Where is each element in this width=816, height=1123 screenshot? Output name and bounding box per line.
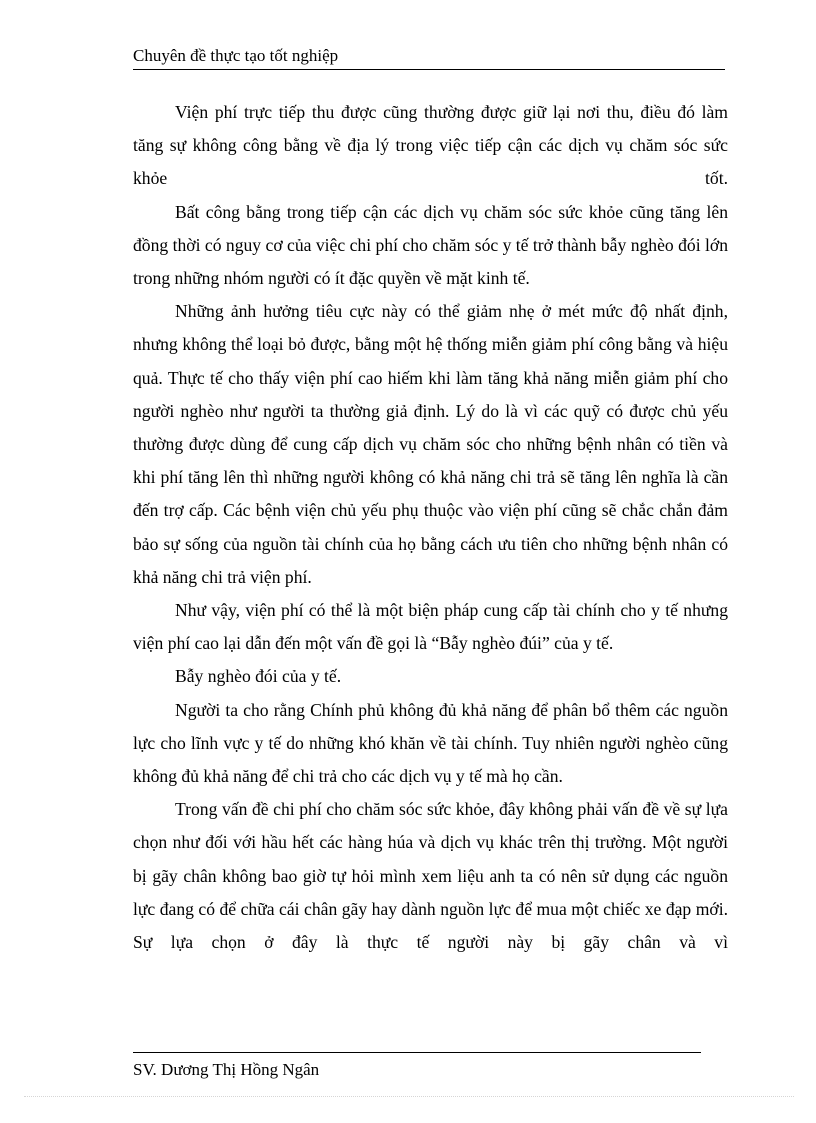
document-body	[133, 96, 728, 959]
footer-rule	[133, 1052, 701, 1053]
page-edge-dotted-line	[24, 1096, 794, 1097]
paragraph: Bất công bằng trong tiếp cận các dịch vụ chăm sóc sức khỏe cũng tăng lên đồng thời có nguy cơ của việc chi phí cho chăm sóc y tế trở thành bẫy nghèo đói lớn trong những nhóm người có ít đặc quyền về mặt kinh tế.	[133, 201, 728, 289]
section-heading: Bẫy nghèo đói của y tế.	[175, 666, 342, 687]
paragraph: Viện phí trực tiếp thu được cũng thường được giữ lại nơi thu, điều đó làm tăng sự không công bằng về địa lý trong việc tiếp cận các dịch vụ chăm sóc sức khỏe tốt.	[133, 102, 728, 189]
page-header	[133, 44, 725, 68]
paragraph: Trong vấn đề chi phí cho chăm sóc sức khỏe, đây không phải vấn đề về sự lựa chọn như đối với hầu hết các hàng húa và dịch vụ khác trên thị trường. Một người bị gãy chân không bao giờ tự hỏi mình xem liệu anh ta có nên sử dụng các nguồn lực đang có để chữa cái chân gãy hay dành nguồn lực để mua một chiếc xe đạp mới. Sự lựa chọn ở đây là thực tế người này bị gãy chân và vì	[133, 799, 728, 953]
footer-author: SV. Dương Thị Hồng Ngân	[133, 1060, 320, 1079]
paragraph: Người ta cho rằng Chính phủ không đủ khả năng để phân bổ thêm các nguồn lực cho lĩnh vực y tế do những khó khăn về tài chính. Tuy nhiên người nghèo cũng không đủ khả năng để chi trả cho các dịch vụ y tế mà họ cần.	[133, 699, 728, 787]
header-title: Chuyên đề thực tạo tốt nghiệp	[133, 46, 339, 65]
header-rule	[133, 69, 725, 70]
paragraph: Những ảnh hưởng tiêu cực này có thể giảm nhẹ ở mét mức độ nhất định, nhưng không thể loại bỏ được, bằng một hệ thống miễn giảm phí công bằng và hiệu quả. Thực tế cho thấy viện phí cao hiếm khi làm tăng khả năng miễn giảm phí cho người nghèo như người ta thường giả định. Lý do là vì các quỹ có được chủ yếu thường được dùng để cung cấp dịch vụ chăm sóc cho những bệnh nhân có tiền và khi phí tăng lên thì những người không có khả năng chi trả sẽ tăng lên nghĩa là cần đến trợ cấp. Các bệnh viện chủ yếu phụ thuộc vào viện phí cũng sẽ chắc chắn đảm bảo sự sống của nguồn tài chính của họ bằng cách ưu tiên cho những bệnh nhân có khả năng chi trả viện phí.	[133, 301, 728, 587]
paragraph: Như vậy, viện phí có thể là một biện pháp cung cấp tài chính cho y tế nhưng viện phí cao lại dẫn đến một vấn đề gọi là “Bẫy nghèo đúi” của y tế.	[133, 600, 728, 654]
